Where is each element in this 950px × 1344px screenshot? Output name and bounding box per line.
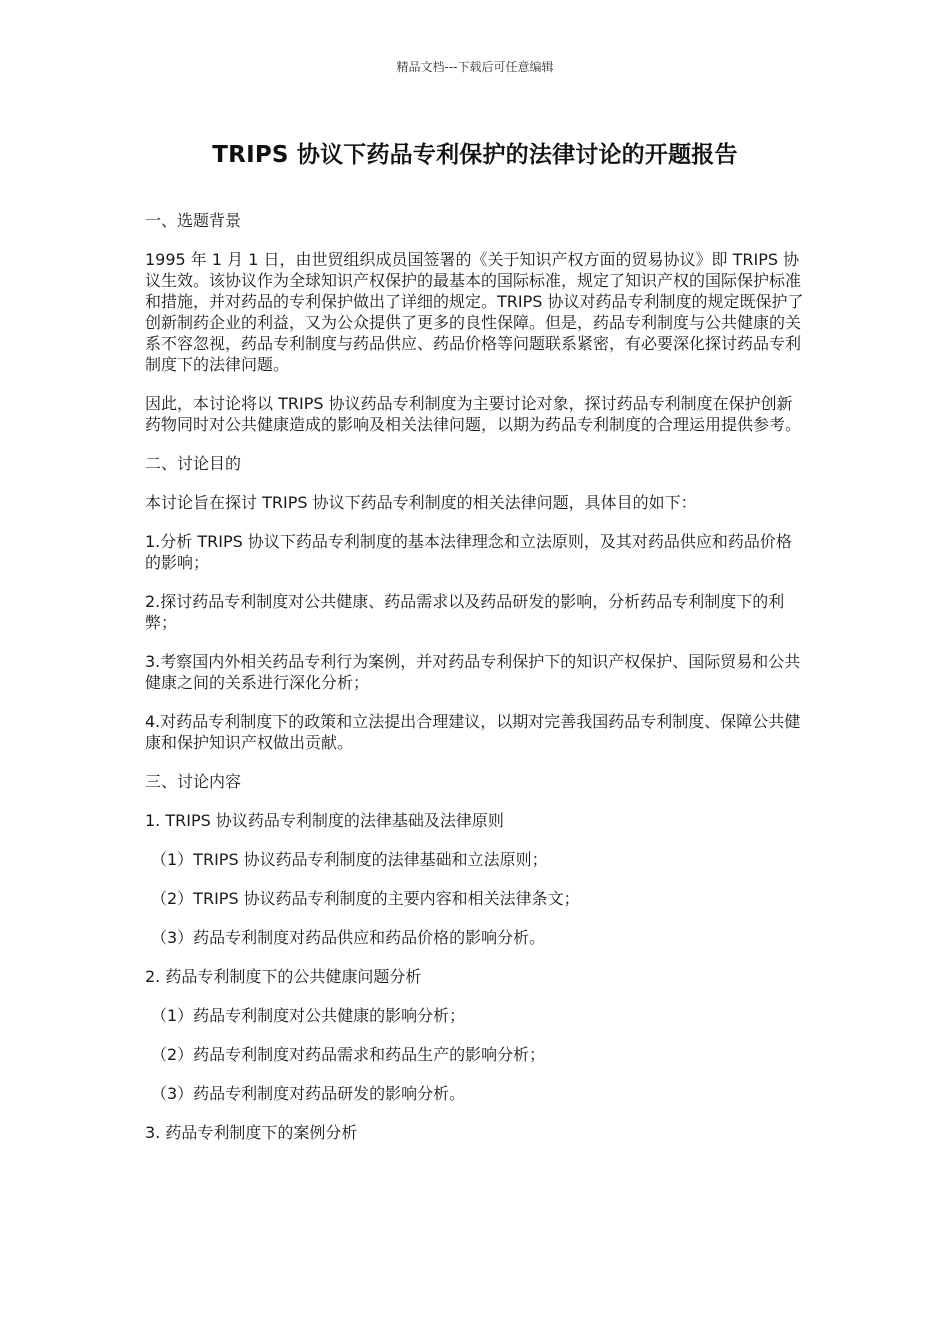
content-item-2-2: （2）药品专利制度对药品需求和药品生产的影响分析； bbox=[151, 1045, 546, 1064]
header-note: 精品文档---下载后可任意编辑 bbox=[396, 60, 554, 74]
content-item-1-1: （1）TRIPS 协议药品专利制度的法律基础和立法原则； bbox=[151, 850, 548, 869]
content-item-1-2: （2）TRIPS 协议药品专利制度的主要内容和相关法律条文； bbox=[151, 889, 580, 908]
paragraph-background: 1995 年 1 月 1 日，由世贸组织成员国签署的《关于知识产权方面的贸易协议》即 TRIPS 协议生效。该协议作为全球知识产权保护的最基本的国际标准，规定了知识产权的国际保护标准和措施，并对药品的专利保护做出了详细的规定。TRIPS 协议对药品专利制度的规定既保护了创新制药企业的利益，又为公众提供了更多的良性保障。但是，药品专利制度与公共健康的关系不容忽视，药品专利制度与药品供应、药品价格等问题联系紧密，有必要深化探讨药品专利制度下的法律问题。 bbox=[145, 250, 804, 374]
paragraph-purpose-intro: 本讨论旨在探讨 TRIPS 协议下药品专利制度的相关法律问题，具体目的如下： bbox=[145, 493, 697, 512]
section-heading-background: 一、选题背景 bbox=[145, 211, 242, 230]
paragraph-background-conclusion: 因此，本讨论将以 TRIPS 协议药品专利制度为主要讨论对象，探讨药品专利制度在保护创新药物同时对公共健康造成的影响及相关法律问题，以期为药品专利制度的合理运用提供参考。 bbox=[145, 394, 802, 434]
purpose-item-4: 4.对药品专利制度下的政策和立法提出合理建议，以期对完善我国药品专利制度、保障公共健康和保护知识产权做出贡献。 bbox=[145, 712, 801, 752]
content-subheading-1: 1. TRIPS 协议药品专利制度的法律基础及法律原则 bbox=[145, 811, 504, 830]
content-item-2-3: （3）药品专利制度对药品研发的影响分析。 bbox=[151, 1084, 466, 1103]
content-item-1-3: （3）药品专利制度对药品供应和药品价格的影响分析。 bbox=[151, 928, 546, 947]
content-subheading-3: 3. 药品专利制度下的案例分析 bbox=[145, 1123, 358, 1142]
content-item-2-1: （1）药品专利制度对公共健康的影响分析； bbox=[151, 1006, 466, 1025]
content-subheading-2: 2. 药品专利制度下的公共健康问题分析 bbox=[145, 967, 422, 986]
purpose-item-3: 3.考察国内外相关药品专利行为案例，并对药品专利保护下的知识产权保护、国际贸易和公共健康之间的关系进行深化分析； bbox=[145, 652, 801, 692]
purpose-item-1: 1.分析 TRIPS 协议下药品专利制度的基本法律理念和立法原则，及其对药品供应和药品价格的影响； bbox=[145, 532, 792, 572]
document-title: TRIPS 协议下药品专利保护的法律讨论的开题报告 bbox=[212, 142, 738, 168]
section-heading-content: 三、讨论内容 bbox=[145, 772, 242, 791]
purpose-item-2: 2.探讨药品专利制度对公共健康、药品需求以及药品研发的影响，分析药品专利制度下的利弊； bbox=[145, 592, 785, 632]
document-body bbox=[145, 210, 805, 1161]
section-heading-purpose: 二、讨论目的 bbox=[145, 454, 242, 473]
